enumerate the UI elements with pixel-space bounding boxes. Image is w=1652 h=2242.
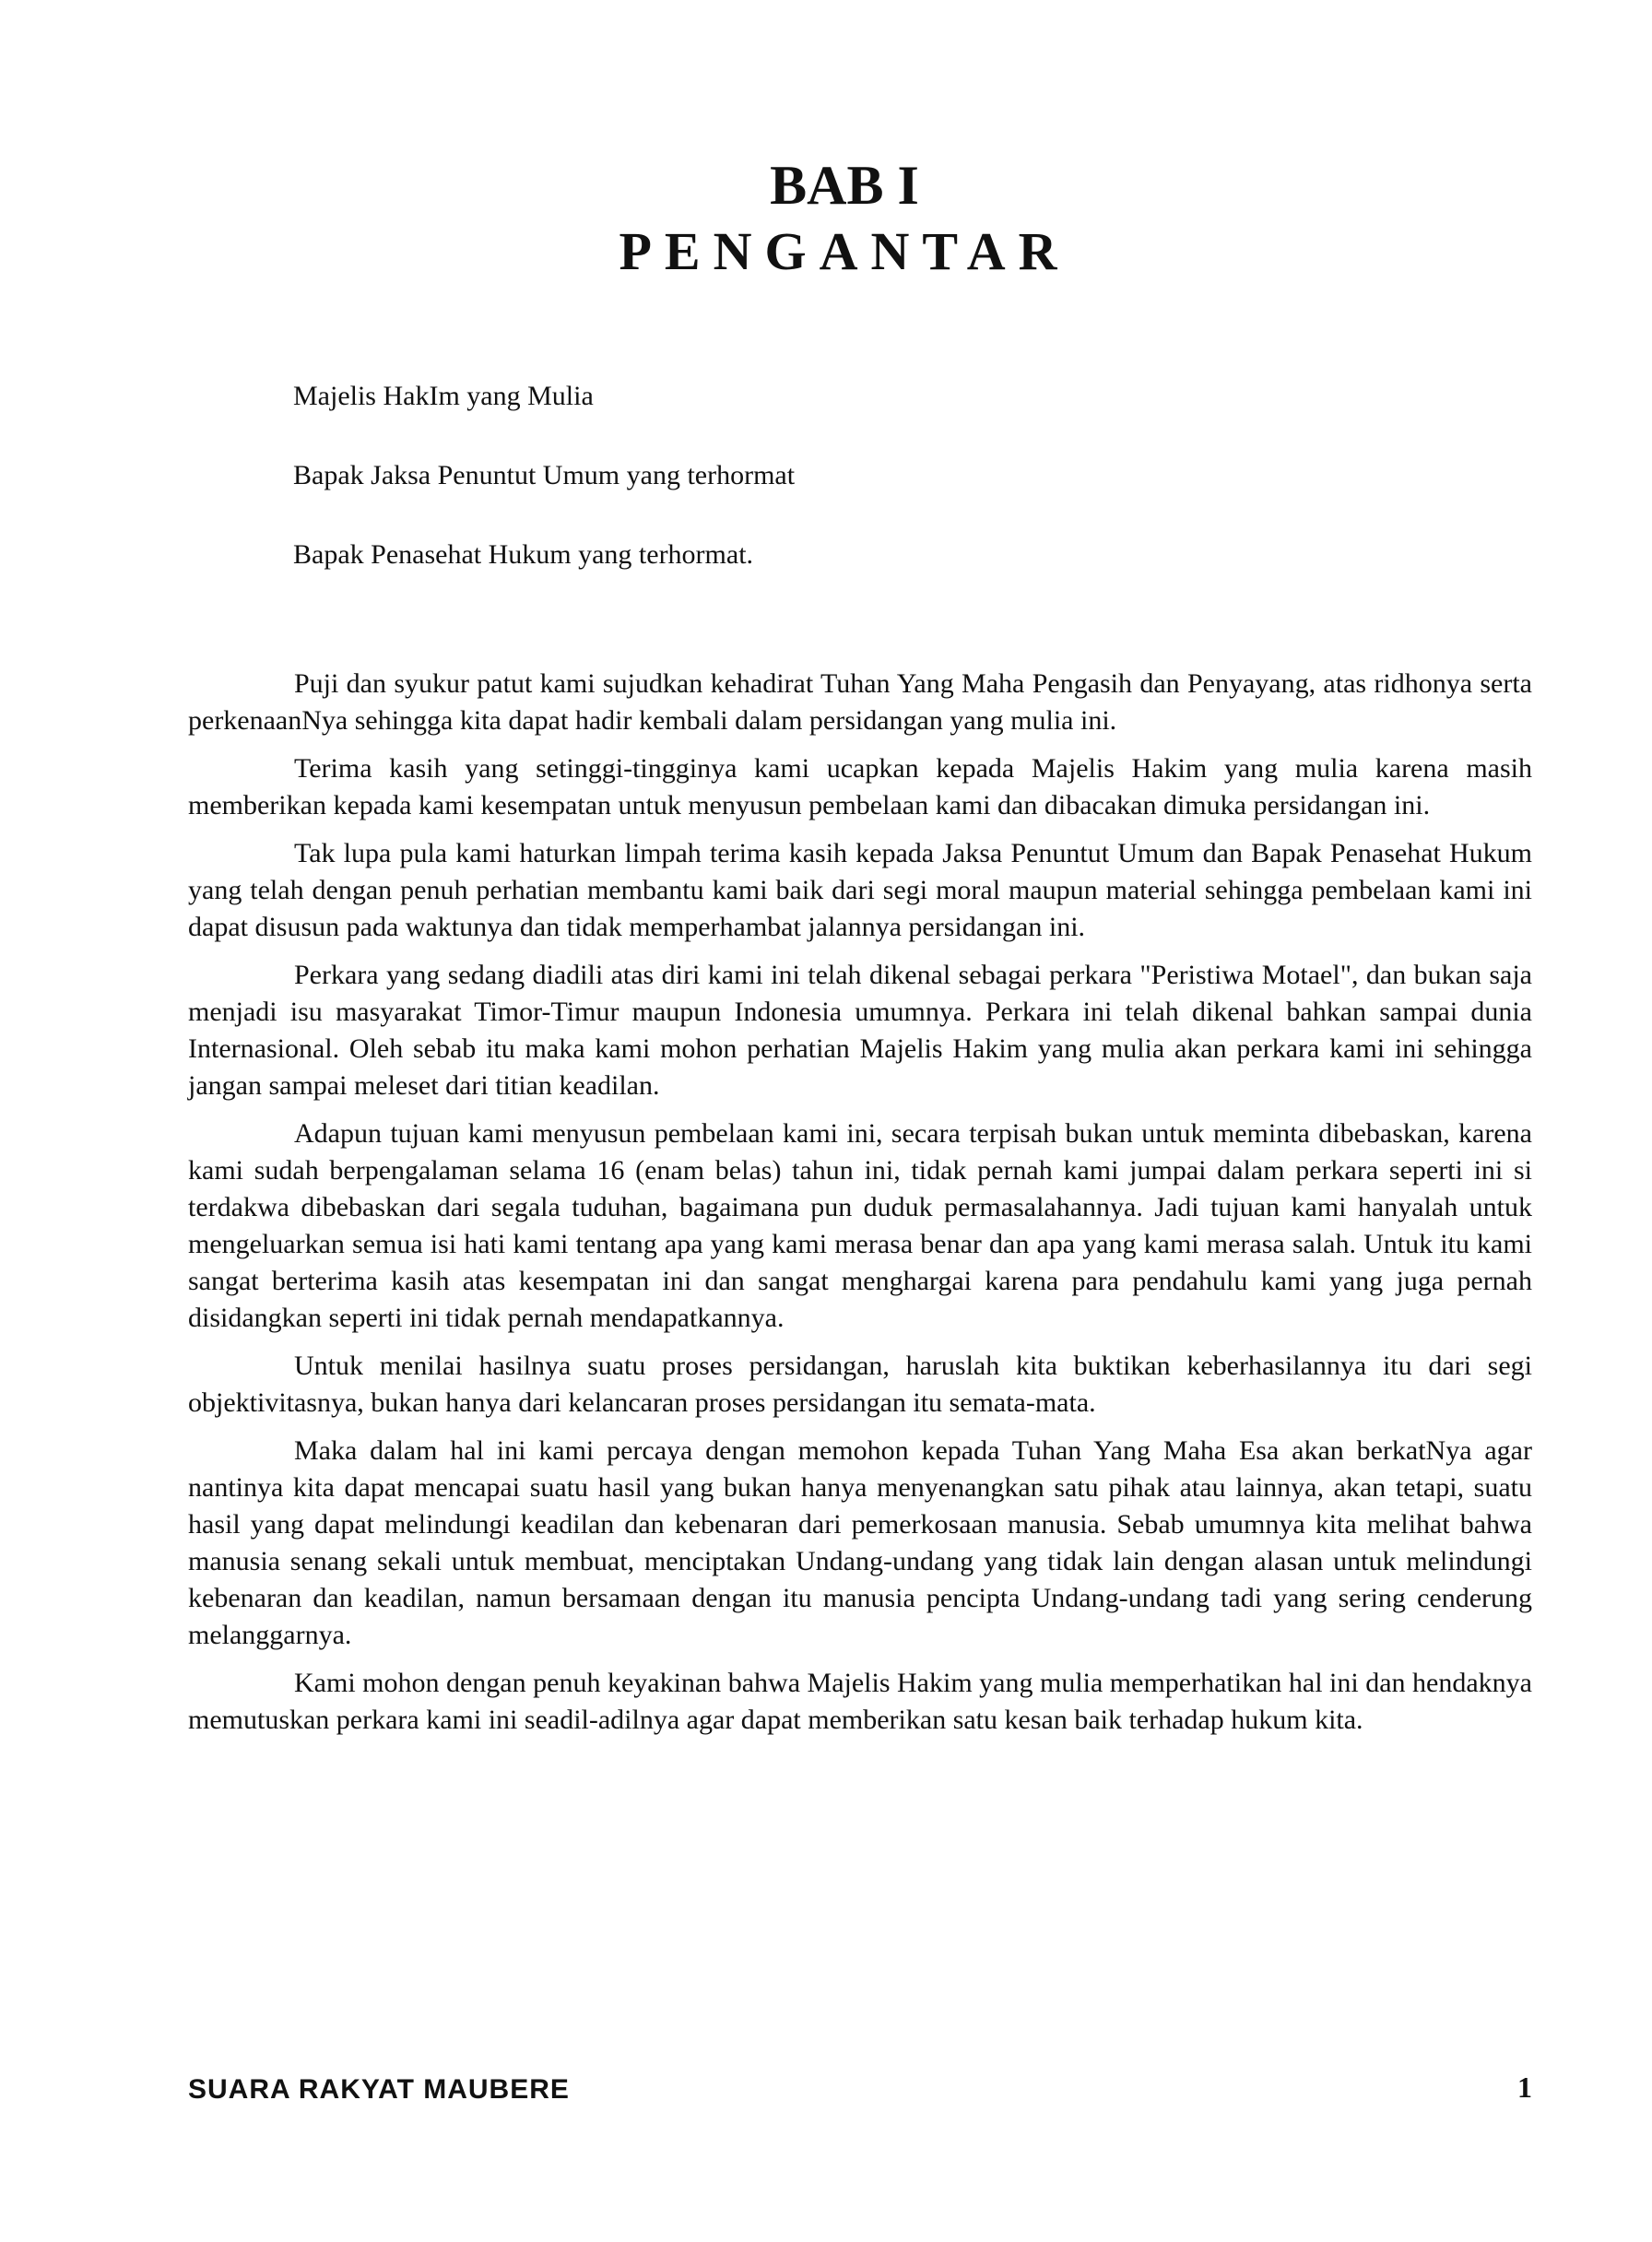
- paragraph: Perkara yang sedang diadili atas diri kami ini telah dikenal sebagai perkara "Peristiwa Motael", dan bukan saja menjadi isu masyarakat Timor-Timur maupun Indonesia umumnya. Perkara ini telah dikenal bahkan sampai dunia Internasional. Oleh sebab itu maka kami mohon perhatian Majelis Hakim yang mulia akan perkara kami ini sehingga jangan sampai meleset dari titian keadilan.: [188, 960, 1532, 1101]
- salutation-line: Bapak Penasehat Hukum yang terhormat.: [293, 539, 754, 570]
- paragraph: Untuk menilai hasilnya suatu proses persidangan, haruslah kita buktikan keberhasilannya itu dari segi objektivitasnya, bukan hanya dari kelancaran proses persidangan itu semata-mata.: [188, 1351, 1532, 1418]
- paragraph: Tak lupa pula kami haturkan limpah terima kasih kepada Jaksa Penuntut Umum dan Bapak Penasehat Hukum yang telah dengan penuh perhatian membantu kami baik dari segi moral maupun material sehingga pembelaan kami ini dapat disusun pada waktunya dan tidak memperhambat jalannya persidangan ini.: [188, 838, 1532, 942]
- paragraph: Puji dan syukur patut kami sujudkan kehadirat Tuhan Yang Maha Pengasih dan Penyayang, atas ridhonya serta perkenaanNya sehingga kita dapat hadir kembali dalam persidangan yang mulia ini.: [188, 668, 1532, 736]
- salutation-line: Majelis HakIm yang Mulia: [293, 381, 594, 411]
- paragraph: Kami mohon dengan penuh keyakinan bahwa Majelis Hakim yang mulia memperhatikan hal ini dan hendaknya memutuskan perkara kami ini seadil-adilnya agar dapat memberikan satu kesan baik terhadap hukum kita.: [188, 1668, 1532, 1735]
- chapter-number: BAB I: [770, 155, 919, 216]
- page-number: 1: [1517, 2071, 1532, 2104]
- chapter-heading: [0, 152, 1652, 285]
- salutation-line: Bapak Jaksa Penuntut Umum yang terhormat: [293, 460, 796, 490]
- salutation-block: [293, 378, 1492, 616]
- paragraph: Terima kasih yang setinggi-tingginya kami ucapkan kepada Majelis Hakim yang mulia karena masih memberikan kepada kami kesempatan untuk menyusun pembelaan kami dan dibacakan dimuka persidangan ini.: [188, 753, 1532, 820]
- footer-publication-title: SUARA RAKYAT MAUBERE: [188, 2074, 570, 2105]
- body-text: [188, 666, 1532, 1750]
- chapter-title: PENGANTAR: [619, 221, 1070, 281]
- paragraph: Adapun tujuan kami menyusun pembelaan kami ini, secara terpisah bukan untuk meminta dibebaskan, karena kami sudah berpengalaman selama 16 (enam belas) tahun ini, tidak pernah kami jumpai dalam perkara seperti ini si terdakwa dibebaskan dari segala tuduhan, bagaimana pun duduk permasalahannya. Jadi tujuan kami hanyalah untuk mengeluarkan semua isi hati kami tentang apa yang kami merasa benar dan apa yang kami merasa salah. Untuk itu kami sangat berterima kasih atas kesempatan ini dan sangat menghargai karena para pendahulu kami yang juga pernah disidangkan seperti ini tidak pernah mendapatkannya.: [188, 1118, 1532, 1333]
- paragraph: Maka dalam hal ini kami percaya dengan memohon kepada Tuhan Yang Maha Esa akan berkatNya agar nantinya kita dapat mencapai suatu hasil yang bukan hanya menyenangkan satu pihak atau lainnya, akan tetapi, suatu hasil yang dapat melindungi keadilan dan kebenaran dari pemerkosaan manusia. Sebab umumnya kita melihat bahwa manusia senang sekali untuk membuat, menciptakan Undang-undang yang tidak lain dengan alasan untuk melindungi kebenaran dan keadilan, namun bersamaan dengan itu manusia pencipta Undang-undang tadi yang sering cenderung melanggarnya.: [188, 1435, 1532, 1650]
